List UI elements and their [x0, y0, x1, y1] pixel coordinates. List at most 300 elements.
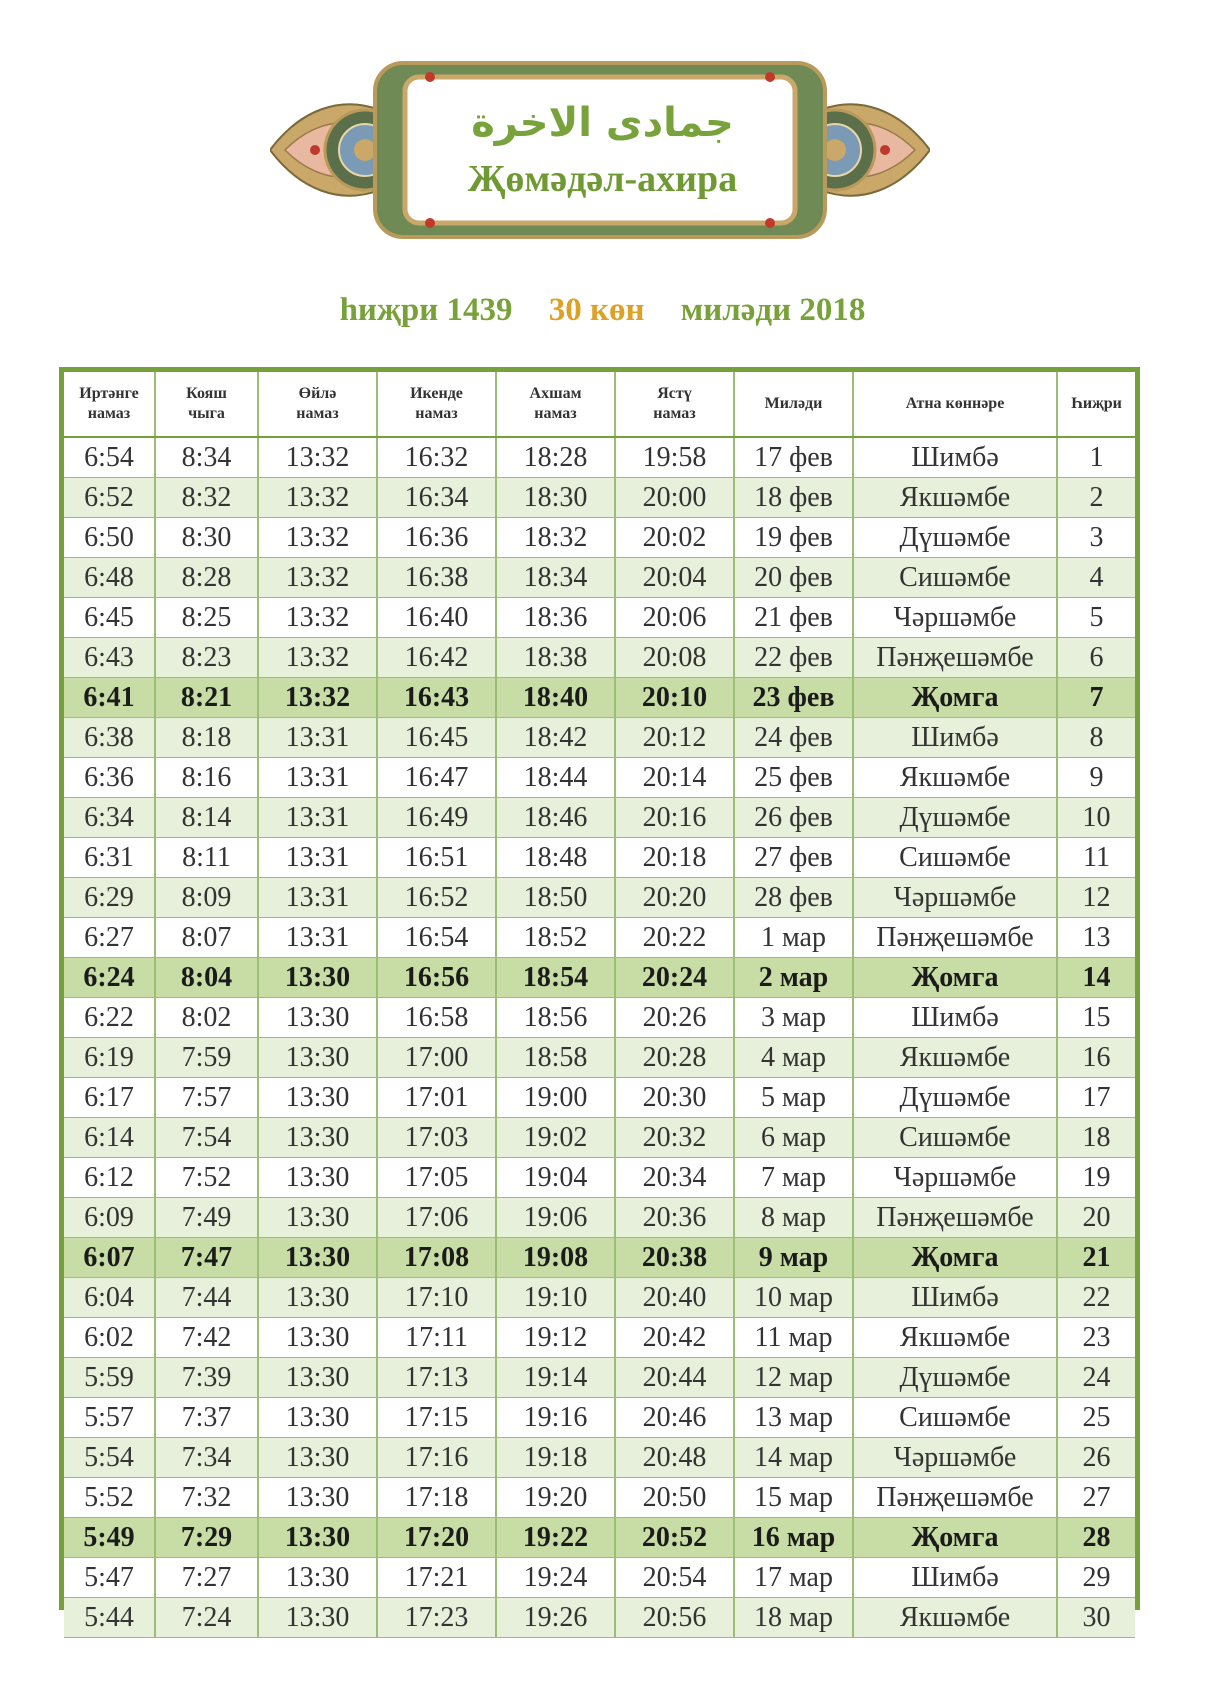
- table-cell: 8:21: [155, 678, 258, 718]
- table-cell: 7:34: [155, 1438, 258, 1478]
- ornament-inner-panel: [405, 77, 795, 223]
- table-cell: 8:23: [155, 638, 258, 678]
- table-row: [64, 918, 1135, 958]
- table-cell: 17:13: [377, 1358, 496, 1398]
- table-row: [64, 1038, 1135, 1078]
- table-cell: 13:30: [258, 958, 377, 998]
- table-cell: 18:40: [496, 678, 615, 718]
- table-cell: 8: [1057, 718, 1135, 758]
- table-row: [64, 758, 1135, 798]
- table-cell: 7:27: [155, 1558, 258, 1598]
- table-cell: 20:48: [615, 1438, 734, 1478]
- table-cell: 7:32: [155, 1478, 258, 1518]
- table-cell: 8:07: [155, 918, 258, 958]
- table-cell: 16:52: [377, 878, 496, 918]
- table-cell: 22 фев: [734, 638, 853, 678]
- column-header: [64, 372, 155, 437]
- table-cell: 25: [1057, 1398, 1135, 1438]
- table-cell: 17:11: [377, 1318, 496, 1358]
- table-cell: 20:12: [615, 718, 734, 758]
- column-header-line: Ахшам: [529, 385, 582, 402]
- table-cell: 18:58: [496, 1038, 615, 1078]
- column-header-line: Миләди: [764, 395, 823, 412]
- table-cell: 13:30: [258, 1438, 377, 1478]
- table-cell: 30: [1057, 1598, 1135, 1638]
- table-cell: 7 мар: [734, 1158, 853, 1198]
- year-line: [0, 292, 1205, 329]
- table-cell: 20:42: [615, 1318, 734, 1358]
- table-cell: 18:32: [496, 518, 615, 558]
- table-row: [64, 478, 1135, 518]
- table-cell: 13:30: [258, 1518, 377, 1558]
- table-cell: 17:05: [377, 1158, 496, 1198]
- table-cell: 13:30: [258, 1198, 377, 1238]
- table-row: [64, 718, 1135, 758]
- table-cell: 13:30: [258, 1318, 377, 1358]
- table-cell: 20: [1057, 1198, 1135, 1238]
- table-body: [64, 437, 1135, 1638]
- table-cell: 19:02: [496, 1118, 615, 1158]
- table-cell: 16:32: [377, 437, 496, 478]
- table-cell: 13:31: [258, 878, 377, 918]
- column-header-line: намаз: [87, 405, 131, 422]
- table-cell: 18:56: [496, 998, 615, 1038]
- table-cell: 16:40: [377, 598, 496, 638]
- table-cell: 7: [1057, 678, 1135, 718]
- table-cell: 19 фев: [734, 518, 853, 558]
- table-cell: 20:04: [615, 558, 734, 598]
- table-row: [64, 1238, 1135, 1278]
- hijri-year: һиҗри 1439: [339, 292, 513, 328]
- table-cell: 4 мар: [734, 1038, 853, 1078]
- table-row: [64, 958, 1135, 998]
- table-cell: 20:38: [615, 1238, 734, 1278]
- table-cell: 7:42: [155, 1318, 258, 1358]
- table-cell: 7:57: [155, 1078, 258, 1118]
- table-cell: 5:57: [64, 1398, 155, 1438]
- table-cell: 8:09: [155, 878, 258, 918]
- table-cell: 13:30: [258, 1398, 377, 1438]
- table-cell: Шимбә: [853, 1278, 1057, 1318]
- table-cell: 12: [1057, 878, 1135, 918]
- table-row: [64, 1158, 1135, 1198]
- table-cell: Чәршәмбе: [853, 598, 1057, 638]
- table-cell: 15: [1057, 998, 1135, 1038]
- table-cell: 19:00: [496, 1078, 615, 1118]
- table-cell: 6:27: [64, 918, 155, 958]
- table-cell: 6:12: [64, 1158, 155, 1198]
- table-cell: Дүшәмбе: [853, 518, 1057, 558]
- table-cell: 16:36: [377, 518, 496, 558]
- table-row: [64, 638, 1135, 678]
- table-cell: 16: [1057, 1038, 1135, 1078]
- table-cell: 13:30: [258, 1078, 377, 1118]
- table-cell: 18:54: [496, 958, 615, 998]
- table-cell: 13 мар: [734, 1398, 853, 1438]
- table-cell: 17:21: [377, 1558, 496, 1598]
- table-cell: 20:50: [615, 1478, 734, 1518]
- table-cell: Дүшәмбе: [853, 1078, 1057, 1118]
- table-cell: 20:28: [615, 1038, 734, 1078]
- table-cell: 7:37: [155, 1398, 258, 1438]
- table-cell: 1: [1057, 437, 1135, 478]
- table-cell: 13:30: [258, 1038, 377, 1078]
- table-cell: Җомга: [853, 678, 1057, 718]
- table-cell: 26 фев: [734, 798, 853, 838]
- table-cell: 13:30: [258, 998, 377, 1038]
- table-cell: Шимбә: [853, 1558, 1057, 1598]
- table-cell: 7:52: [155, 1158, 258, 1198]
- table-cell: 5:54: [64, 1438, 155, 1478]
- table-cell: 13:30: [258, 1358, 377, 1398]
- table-cell: 20:10: [615, 678, 734, 718]
- table-cell: 6:41: [64, 678, 155, 718]
- table-cell: 19:04: [496, 1158, 615, 1198]
- table-cell: 7:29: [155, 1518, 258, 1558]
- column-header-line: Икенде: [410, 385, 463, 402]
- table-cell: 20:02: [615, 518, 734, 558]
- table-cell: 8 мар: [734, 1198, 853, 1238]
- table-row: [64, 1478, 1135, 1518]
- table-cell: 13:30: [258, 1278, 377, 1318]
- table-cell: 5:52: [64, 1478, 155, 1518]
- table-cell: 6:02: [64, 1318, 155, 1358]
- table-cell: 10 мар: [734, 1278, 853, 1318]
- table-cell: 21: [1057, 1238, 1135, 1278]
- table-cell: 17 мар: [734, 1558, 853, 1598]
- table-cell: 8:16: [155, 758, 258, 798]
- table-cell: 18:44: [496, 758, 615, 798]
- table-row: [64, 1198, 1135, 1238]
- table-cell: 19:58: [615, 437, 734, 478]
- table-cell: Пәнҗешәмбе: [853, 1478, 1057, 1518]
- table-cell: 6:34: [64, 798, 155, 838]
- table-cell: 20:30: [615, 1078, 734, 1118]
- table-cell: 20:46: [615, 1398, 734, 1438]
- table-cell: 13:30: [258, 1118, 377, 1158]
- column-header: [853, 372, 1057, 437]
- table-row: [64, 838, 1135, 878]
- table-cell: 13:31: [258, 758, 377, 798]
- table-cell: 6:54: [64, 437, 155, 478]
- arabic-month-title: جمادى الاخرة: [471, 100, 734, 146]
- table-row: [64, 598, 1135, 638]
- table-cell: 18:34: [496, 558, 615, 598]
- table-row: [64, 558, 1135, 598]
- table-cell: 13:32: [258, 678, 377, 718]
- table-cell: 20:32: [615, 1118, 734, 1158]
- table-cell: 6:36: [64, 758, 155, 798]
- table-cell: 16:49: [377, 798, 496, 838]
- table-row: [64, 518, 1135, 558]
- table-cell: 20:18: [615, 838, 734, 878]
- table-cell: 13:32: [258, 638, 377, 678]
- table-cell: 16:43: [377, 678, 496, 718]
- table-cell: 13:30: [258, 1558, 377, 1598]
- table-cell: 16:47: [377, 758, 496, 798]
- table-cell: 5: [1057, 598, 1135, 638]
- table-cell: 20:06: [615, 598, 734, 638]
- miladi-year: миләди 2018: [680, 292, 866, 328]
- table-cell: 7:24: [155, 1598, 258, 1638]
- table-cell: 22: [1057, 1278, 1135, 1318]
- table-cell: 7:54: [155, 1118, 258, 1158]
- table-cell: 13:31: [258, 798, 377, 838]
- table-cell: Дүшәмбе: [853, 798, 1057, 838]
- table-cell: 19:06: [496, 1198, 615, 1238]
- table-cell: 5:47: [64, 1558, 155, 1598]
- table-cell: 6: [1057, 638, 1135, 678]
- table-cell: 24 фев: [734, 718, 853, 758]
- table-cell: 18:30: [496, 478, 615, 518]
- table-cell: 18:50: [496, 878, 615, 918]
- column-header: [377, 372, 496, 437]
- table-cell: 10: [1057, 798, 1135, 838]
- table-cell: Сишәмбе: [853, 1118, 1057, 1158]
- table-cell: 17:00: [377, 1038, 496, 1078]
- table-cell: 6:38: [64, 718, 155, 758]
- table-cell: 19:22: [496, 1518, 615, 1558]
- table-cell: 19:20: [496, 1478, 615, 1518]
- table-cell: 13:31: [258, 918, 377, 958]
- table-cell: Пәнҗешәмбе: [853, 638, 1057, 678]
- table-cell: Җомга: [853, 958, 1057, 998]
- table-cell: 8:14: [155, 798, 258, 838]
- table-cell: 6:31: [64, 838, 155, 878]
- table-cell: 13:30: [258, 1158, 377, 1198]
- table-cell: 20:08: [615, 638, 734, 678]
- table-cell: 6:45: [64, 598, 155, 638]
- table-cell: 16:42: [377, 638, 496, 678]
- table-cell: 3 мар: [734, 998, 853, 1038]
- table-cell: 17:23: [377, 1598, 496, 1638]
- table-cell: 18 мар: [734, 1598, 853, 1638]
- table-cell: 17:03: [377, 1118, 496, 1158]
- column-header-line: Өйлә: [298, 385, 337, 402]
- table-cell: 6:29: [64, 878, 155, 918]
- table-cell: 18:42: [496, 718, 615, 758]
- table-cell: 18 фев: [734, 478, 853, 518]
- table-row: [64, 437, 1135, 478]
- table-cell: 8:04: [155, 958, 258, 998]
- table-cell: 27: [1057, 1478, 1135, 1518]
- table-cell: Якшәмбе: [853, 1038, 1057, 1078]
- table-cell: 25 фев: [734, 758, 853, 798]
- table-cell: Якшәмбе: [853, 758, 1057, 798]
- table-cell: 18:36: [496, 598, 615, 638]
- ornament-frame: [270, 55, 930, 245]
- table-cell: 6:24: [64, 958, 155, 998]
- table-cell: 17:15: [377, 1398, 496, 1438]
- table-row: [64, 1118, 1135, 1158]
- table-row: [64, 1318, 1135, 1358]
- table-cell: 1 мар: [734, 918, 853, 958]
- table-cell: Сишәмбе: [853, 838, 1057, 878]
- table-row: [64, 798, 1135, 838]
- table-cell: 13:31: [258, 718, 377, 758]
- table-cell: 16:45: [377, 718, 496, 758]
- table-cell: 20:56: [615, 1598, 734, 1638]
- table-cell: 6:17: [64, 1078, 155, 1118]
- days-count: 30 көн: [548, 292, 645, 328]
- table-cell: 8:34: [155, 437, 258, 478]
- table-cell: 16:51: [377, 838, 496, 878]
- table-cell: 28: [1057, 1518, 1135, 1558]
- table-cell: 19:26: [496, 1598, 615, 1638]
- column-header: [496, 372, 615, 437]
- table-row: [64, 1438, 1135, 1478]
- table-cell: 19:08: [496, 1238, 615, 1278]
- table-cell: 13:31: [258, 838, 377, 878]
- table-cell: Дүшәмбе: [853, 1358, 1057, 1398]
- table-cell: 19:24: [496, 1558, 615, 1598]
- table-cell: Шимбә: [853, 998, 1057, 1038]
- table-cell: 6:22: [64, 998, 155, 1038]
- table-cell: 16:58: [377, 998, 496, 1038]
- table-cell: 20:44: [615, 1358, 734, 1398]
- table-cell: 24: [1057, 1358, 1135, 1398]
- table-cell: Чәршәмбе: [853, 1158, 1057, 1198]
- prayer-times-table: [59, 367, 1140, 1633]
- table-cell: 6:04: [64, 1278, 155, 1318]
- tatar-month-title: Җөмәдәл-ахира: [467, 158, 738, 200]
- table-cell: 5:44: [64, 1598, 155, 1638]
- table-cell: 13:32: [258, 518, 377, 558]
- table-cell: 7:49: [155, 1198, 258, 1238]
- table-cell: 23 фев: [734, 678, 853, 718]
- table-row: [64, 878, 1135, 918]
- table-cell: 20:20: [615, 878, 734, 918]
- table-cell: 2: [1057, 478, 1135, 518]
- table-cell: Пәнҗешәмбе: [853, 918, 1057, 958]
- column-header-line: чыга: [188, 405, 225, 422]
- column-header-line: Һиҗри: [1071, 395, 1122, 412]
- table-cell: 17:10: [377, 1278, 496, 1318]
- table-cell: 20 фев: [734, 558, 853, 598]
- table-cell: Җомга: [853, 1238, 1057, 1278]
- table-cell: 8:32: [155, 478, 258, 518]
- table-cell: 13:32: [258, 598, 377, 638]
- table-cell: 15 мар: [734, 1478, 853, 1518]
- table-cell: 17 фев: [734, 437, 853, 478]
- table-row: [64, 1358, 1135, 1398]
- table-cell: Сишәмбе: [853, 1398, 1057, 1438]
- table-cell: 14: [1057, 958, 1135, 998]
- table-cell: 20:52: [615, 1518, 734, 1558]
- table-cell: 18: [1057, 1118, 1135, 1158]
- column-header-line: намаз: [653, 405, 696, 422]
- table-cell: 17:08: [377, 1238, 496, 1278]
- table-cell: 9: [1057, 758, 1135, 798]
- table-cell: 6 мар: [734, 1118, 853, 1158]
- table-cell: 7:59: [155, 1038, 258, 1078]
- column-header-line: намаз: [534, 405, 577, 422]
- table-cell: 14 мар: [734, 1438, 853, 1478]
- table-row: [64, 1598, 1135, 1638]
- table-cell: 5:59: [64, 1358, 155, 1398]
- table-cell: 17: [1057, 1078, 1135, 1118]
- table-cell: 8:11: [155, 838, 258, 878]
- table-row: [64, 1518, 1135, 1558]
- table-cell: 19:16: [496, 1398, 615, 1438]
- table-cell: 8:30: [155, 518, 258, 558]
- table-cell: 17:01: [377, 1078, 496, 1118]
- table-cell: Чәршәмбе: [853, 878, 1057, 918]
- table-cell: 20:36: [615, 1198, 734, 1238]
- table-cell: 17:20: [377, 1518, 496, 1558]
- table-row: [64, 998, 1135, 1038]
- table-cell: 19:18: [496, 1438, 615, 1478]
- table-cell: Җомга: [853, 1518, 1057, 1558]
- table-header-row: [64, 372, 1135, 437]
- table-cell: 20:34: [615, 1158, 734, 1198]
- table-cell: 20:22: [615, 918, 734, 958]
- table-cell: 7:44: [155, 1278, 258, 1318]
- table-cell: 23: [1057, 1318, 1135, 1358]
- table-cell: 11: [1057, 838, 1135, 878]
- column-header: [1057, 372, 1135, 437]
- column-header-line: Ястү: [657, 385, 692, 402]
- table-cell: 20:14: [615, 758, 734, 798]
- column-header-line: Иртәнге: [79, 385, 139, 402]
- table-cell: 19:12: [496, 1318, 615, 1358]
- table-cell: 5:49: [64, 1518, 155, 1558]
- table-cell: 16:34: [377, 478, 496, 518]
- table-row: [64, 1278, 1135, 1318]
- column-header: [155, 372, 258, 437]
- table-cell: 6:09: [64, 1198, 155, 1238]
- table-cell: 6:52: [64, 478, 155, 518]
- column-header-line: намаз: [296, 405, 339, 422]
- table-cell: Пәнҗешәмбе: [853, 1198, 1057, 1238]
- table-cell: 16:54: [377, 918, 496, 958]
- column-header: [615, 372, 734, 437]
- table-cell: 8:02: [155, 998, 258, 1038]
- table-cell: 21 фев: [734, 598, 853, 638]
- table-row: [64, 678, 1135, 718]
- table-cell: 13:30: [258, 1478, 377, 1518]
- table-cell: 20:40: [615, 1278, 734, 1318]
- column-header: [258, 372, 377, 437]
- table-cell: 20:26: [615, 998, 734, 1038]
- table-cell: 6:43: [64, 638, 155, 678]
- table-cell: 27 фев: [734, 838, 853, 878]
- table-cell: 13:32: [258, 558, 377, 598]
- table-cell: 8:28: [155, 558, 258, 598]
- table-cell: 6:19: [64, 1038, 155, 1078]
- table-cell: 20:24: [615, 958, 734, 998]
- table-cell: 4: [1057, 558, 1135, 598]
- table-cell: Шимбә: [853, 718, 1057, 758]
- table-cell: 7:39: [155, 1358, 258, 1398]
- table-cell: 13:30: [258, 1238, 377, 1278]
- table-cell: 18:28: [496, 437, 615, 478]
- column-header-line: Кояш: [186, 385, 227, 402]
- table-cell: 20:00: [615, 478, 734, 518]
- table-row: [64, 1398, 1135, 1438]
- table-cell: 3: [1057, 518, 1135, 558]
- table-cell: Шимбә: [853, 437, 1057, 478]
- table-cell: 6:50: [64, 518, 155, 558]
- table-cell: 17:18: [377, 1478, 496, 1518]
- table-cell: 2 мар: [734, 958, 853, 998]
- table-cell: 8:18: [155, 718, 258, 758]
- table-cell: Якшәмбе: [853, 1318, 1057, 1358]
- table-cell: 28 фев: [734, 878, 853, 918]
- table-cell: 19:14: [496, 1358, 615, 1398]
- table-cell: Якшәмбе: [853, 478, 1057, 518]
- table-cell: 6:07: [64, 1238, 155, 1278]
